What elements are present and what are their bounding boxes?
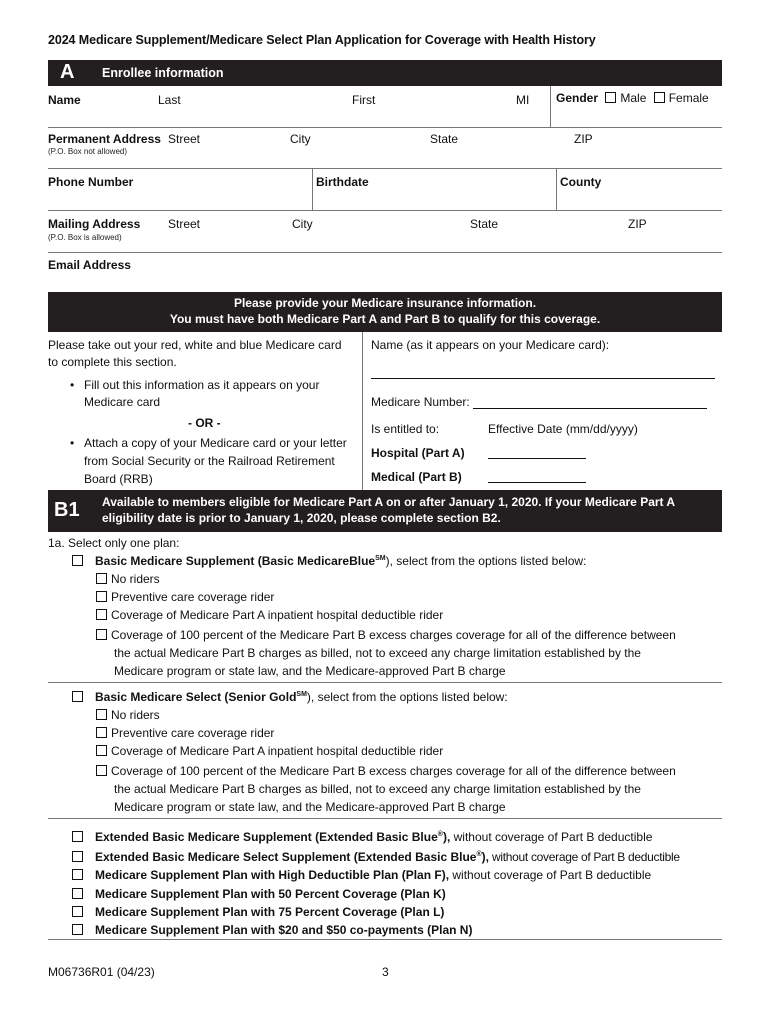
- plan-name: Medicare Supplement Plan with 50 Percent Coverage (Plan K): [95, 886, 446, 901]
- plan-basic-medicare-supplement: [72, 554, 586, 568]
- plan-name-end: ),: [442, 830, 451, 844]
- option-label: Coverage of 100 percent of the Medicare Part B excess charges coverage for all of the difference between: [111, 764, 676, 778]
- plan-basic-medicare-select: [72, 690, 508, 704]
- section-a-letter: A: [60, 61, 75, 83]
- option-label-cont: the actual Medicare Part B charges as billed, not to exceed any charge limitation established by the: [114, 782, 641, 796]
- hospital-date-input[interactable]: [488, 446, 586, 459]
- perm-street-field[interactable]: Street: [168, 132, 201, 146]
- plan1-excess-checkbox[interactable]: [96, 629, 107, 640]
- gender-field: [556, 91, 709, 105]
- plan-1-text: ), select from the options listed below:: [385, 554, 587, 568]
- plan-k: [72, 885, 680, 903]
- permanent-address-note: (P.O. Box not allowed): [48, 147, 128, 156]
- plan-f-checkbox[interactable]: [72, 869, 83, 880]
- male-label: Male: [620, 91, 647, 105]
- county-label: County: [560, 175, 602, 189]
- effective-date-label: Effective Date (mm/dd/yyyy): [488, 422, 638, 436]
- plan2-option-no-riders: [96, 708, 160, 722]
- plan2-option-preventive: [96, 726, 274, 740]
- plan1-option-preventive: [96, 590, 274, 604]
- plan-note: without coverage of Part B deductible: [449, 868, 652, 883]
- medicare-name-input[interactable]: [371, 366, 715, 379]
- plan-note: without coverage of Part B deductible: [450, 830, 653, 844]
- plan2-no-riders-checkbox[interactable]: [96, 709, 107, 720]
- gender-label: Gender: [556, 91, 599, 105]
- birthdate-label: Birthdate: [316, 175, 369, 189]
- plan-note: without coverage of Part B deductible: [488, 850, 680, 865]
- first-name-field[interactable]: First: [352, 93, 376, 107]
- plan-2-text: ), select from the options listed below:: [306, 690, 508, 704]
- option-label: No riders: [111, 572, 160, 586]
- entitled-label: Is entitled to:: [371, 422, 440, 436]
- divider: [48, 127, 722, 128]
- page-title: 2024 Medicare Supplement/Medicare Select Plan Application for Coverage with Health History: [48, 33, 596, 47]
- perm-state-field[interactable]: State: [430, 132, 459, 146]
- option-label: Preventive care coverage rider: [111, 726, 275, 740]
- plan-1-name: Basic Medicare Supplement (Basic MedicareBlue: [95, 554, 376, 568]
- form-code: M06736R01 (04/23): [48, 965, 155, 979]
- option-label: No riders: [111, 708, 160, 722]
- plan-n-checkbox[interactable]: [72, 924, 83, 935]
- middle-initial-field[interactable]: MI: [516, 93, 530, 107]
- email-address-label: Email Address: [48, 258, 131, 272]
- perm-city-field[interactable]: City: [290, 132, 311, 146]
- mailing-address-label: Mailing Address: [48, 217, 141, 231]
- divider: [556, 168, 557, 210]
- male-checkbox[interactable]: [605, 92, 616, 103]
- option-label: Coverage of 100 percent of the Medicare Part B excess charges coverage for all of the difference between: [111, 628, 676, 642]
- medical-part-b-label: Medical (Part B): [371, 470, 462, 484]
- mail-state-field[interactable]: State: [470, 217, 499, 231]
- option-label-cont: the actual Medicare Part B charges as billed, not to exceed any charge limitation established by the: [114, 646, 641, 660]
- plan-extended-basic-supplement: [72, 826, 680, 846]
- last-name-field[interactable]: Last: [158, 93, 181, 107]
- divider: [48, 682, 722, 683]
- plan-name: Extended Basic Medicare Select Supplement (Extended Basic Blue: [95, 850, 477, 865]
- section-a-header: [48, 60, 722, 86]
- medicare-header-line2: You must have both Medicare Part A and Part B to qualify for this coverage.: [169, 312, 601, 326]
- plan-basic-select-checkbox[interactable]: [72, 691, 83, 702]
- plan2-part-a-checkbox[interactable]: [96, 745, 107, 756]
- medicare-name-label: Name (as it appears on your Medicare card):: [371, 338, 610, 352]
- option-label-cont: Medicare program or state law, and the Medicare-approved Part B charge: [114, 664, 506, 678]
- plan2-excess-checkbox[interactable]: [96, 765, 107, 776]
- female-label: Female: [668, 91, 709, 105]
- plan2-option-excess: [96, 762, 676, 816]
- medicare-info-header: [48, 292, 722, 332]
- divider: [312, 168, 313, 210]
- plan-n: [72, 921, 680, 939]
- divider: [48, 252, 722, 253]
- page-number: 3: [382, 965, 389, 979]
- permanent-address-label: Permanent Address: [48, 132, 161, 146]
- section-b1-heading: Available to members eligible for Medicare Part A on or after January 1, 2020. If your Medicare Part A eligibility date is prior to January 1, 2020, please complete section B2.: [102, 495, 675, 525]
- medicare-number-label: Medicare Number:: [371, 395, 470, 409]
- option-label-cont: Medicare program or state law, and the Medicare-approved Part B charge: [114, 800, 506, 814]
- registered-mark: ®: [476, 851, 482, 859]
- plan-name: Medicare Supplement Plan with 75 Percent Coverage (Plan L): [95, 904, 445, 919]
- medicare-bullet-2: • Attach a copy of your Medicare card or your letter from Social Security or the Railroad Retirement Board (RRB): [70, 434, 360, 488]
- plan-l-checkbox[interactable]: [72, 906, 83, 917]
- plan2-preventive-checkbox[interactable]: [96, 727, 107, 738]
- plan1-option-part-a: [96, 608, 443, 622]
- medicare-header-line1: Please provide your Medicare insurance information.: [233, 296, 537, 310]
- phone-number-label: Phone Number: [48, 175, 134, 189]
- mail-city-field[interactable]: City: [292, 217, 313, 231]
- plan1-part-a-checkbox[interactable]: [96, 609, 107, 620]
- divider: [48, 168, 722, 169]
- option-label: Preventive care coverage rider: [111, 590, 275, 604]
- other-plans-list: [72, 826, 680, 939]
- medicare-bullet-1: • Fill out this information as it appears on your Medicare card: [70, 377, 340, 411]
- plan-name: Medicare Supplement Plan with $20 and $50 co-payments (Plan N): [95, 923, 473, 938]
- mailing-address-note: (P.O. Box is allowed): [48, 233, 122, 242]
- plan-2-mark: SM: [296, 691, 307, 698]
- plan-name-end: ),: [481, 850, 489, 865]
- hospital-part-a-label: Hospital (Part A): [371, 446, 465, 460]
- plan-extended-basic-checkbox[interactable]: [72, 831, 83, 842]
- perm-zip-field[interactable]: ZIP: [574, 132, 593, 146]
- plan-1-mark: SM: [375, 555, 386, 562]
- registered-mark: ®: [437, 831, 443, 838]
- plan-extended-select-checkbox[interactable]: [72, 851, 83, 862]
- plan-name: Medicare Supplement Plan with High Deductible Plan (Plan F),: [95, 868, 450, 883]
- plan-f-high-deductible: [72, 866, 680, 884]
- mail-zip-field[interactable]: ZIP: [628, 217, 647, 231]
- plan-l: [72, 903, 680, 921]
- or-separator: - OR -: [188, 416, 221, 430]
- section-b1-code: B1: [54, 499, 80, 521]
- medicare-number-input[interactable]: [473, 396, 707, 409]
- plan1-option-excess: [96, 626, 676, 680]
- divider: [362, 332, 363, 490]
- plan2-option-part-a: [96, 744, 443, 758]
- divider: [550, 86, 551, 128]
- plan-k-checkbox[interactable]: [72, 888, 83, 899]
- option-label: Coverage of Medicare Part A inpatient hospital deductible rider: [111, 608, 444, 622]
- medical-date-input[interactable]: [488, 470, 586, 483]
- option-label: Coverage of Medicare Part A inpatient hospital deductible rider: [111, 744, 444, 758]
- plan1-preventive-checkbox[interactable]: [96, 591, 107, 602]
- bullet-1-text: Fill out this information as it appears on your Medicare card: [84, 378, 320, 409]
- plan1-option-no-riders: [96, 572, 160, 586]
- female-checkbox[interactable]: [654, 92, 665, 103]
- mail-street-field[interactable]: Street: [168, 217, 201, 231]
- bullet-2-text: Attach a copy of your Medicare card or your letter from Social Security or the Railroad Retirement Board (RRB): [84, 436, 347, 486]
- divider: [48, 818, 722, 819]
- plan-name: Extended Basic Medicare Supplement (Extended Basic Blue: [95, 830, 438, 844]
- plan-basic-supplement-checkbox[interactable]: [72, 555, 83, 566]
- section-a-heading: Enrollee information: [102, 66, 224, 80]
- plan-extended-basic-select: [72, 846, 680, 866]
- medicare-intro: Please take out your red, white and blue Medicare card to complete this section.: [48, 338, 342, 369]
- select-plan-instruction: 1a. Select only one plan:: [48, 536, 180, 550]
- plan1-no-riders-checkbox[interactable]: [96, 573, 107, 584]
- medicare-number-field: [371, 395, 707, 409]
- name-label: Name: [48, 93, 81, 107]
- plan-2-name: Basic Medicare Select (Senior Gold: [95, 690, 297, 704]
- section-b1-header: [48, 490, 722, 532]
- divider: [48, 210, 722, 211]
- divider: [48, 939, 722, 940]
